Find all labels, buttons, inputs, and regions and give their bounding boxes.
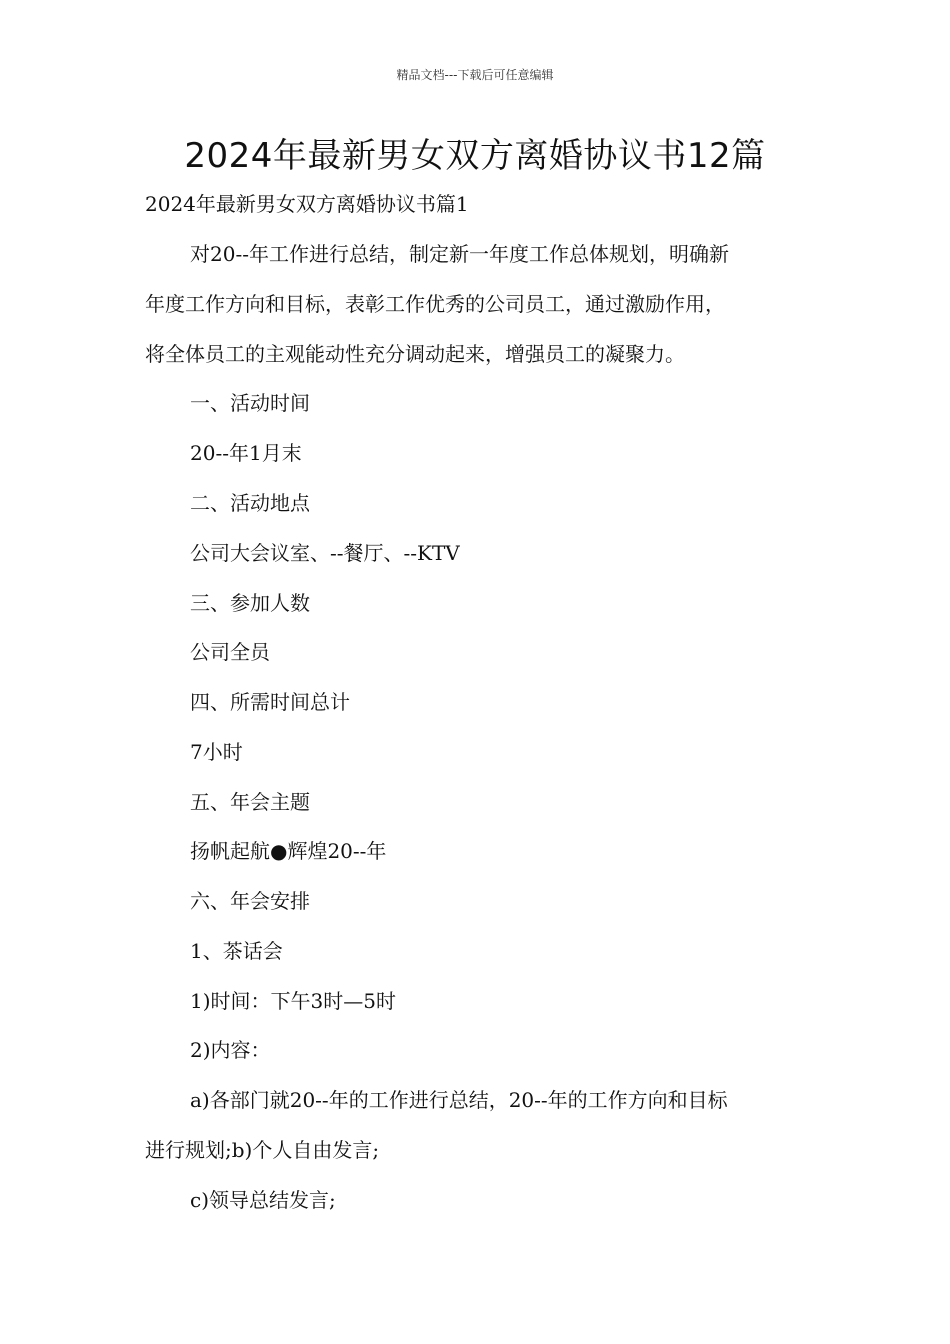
schedule-item-content: 2)内容：	[190, 1038, 271, 1062]
document-title: 2024年最新男女双方离婚协议书12篇	[184, 136, 766, 176]
schedule-item-a-line-2: 进行规划;b)个人自由发言;	[145, 1138, 380, 1162]
intro-line-2: 年度工作方向和目标，表彰工作优秀的公司员工，通过激励作用，	[145, 292, 725, 316]
intro-line-3: 将全体员工的主观能动性充分调动起来，增强员工的凝聚力。	[145, 342, 685, 366]
section-heading-time: 一、活动时间	[190, 391, 310, 415]
section-heading-theme: 五、年会主题	[190, 790, 310, 814]
section-text-participants: 公司全员	[190, 640, 270, 664]
section-heading-participants: 三、参加人数	[190, 591, 310, 615]
intro-line-1: 对20--年工作进行总结，制定新一年度工作总体规划，明确新	[190, 242, 729, 266]
section-heading-schedule: 六、年会安排	[190, 889, 310, 913]
document-subtitle: 2024年最新男女双方离婚协议书篇1	[145, 192, 469, 216]
schedule-item-tea-party: 1、茶话会	[190, 939, 283, 963]
schedule-item-c: c)领导总结发言;	[190, 1188, 336, 1212]
schedule-item-time: 1)时间：下午3时—5时	[190, 989, 396, 1013]
section-heading-location: 二、活动地点	[190, 491, 310, 515]
section-text-theme: 扬帆起航●辉煌20--年	[190, 839, 387, 863]
section-text-time: 20--年1月末	[190, 441, 302, 465]
section-heading-duration: 四、所需时间总计	[190, 690, 350, 714]
section-text-location: 公司大会议室、--餐厅、--KTV	[190, 541, 460, 565]
section-text-duration: 7小时	[190, 740, 243, 764]
schedule-item-a-line-1: a)各部门就20--年的工作进行总结，20--年的工作方向和目标	[190, 1088, 728, 1112]
header-note: 精品文档---下载后可任意编辑	[396, 68, 554, 82]
